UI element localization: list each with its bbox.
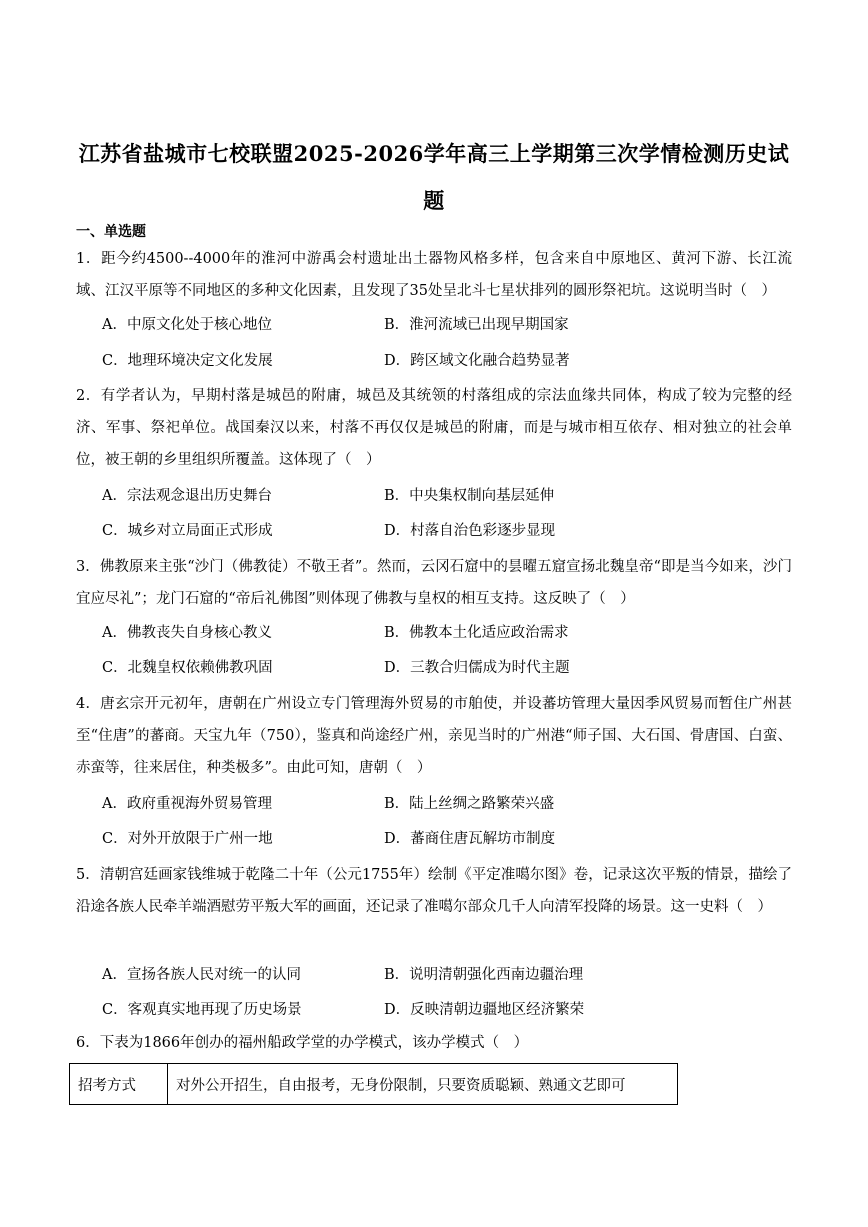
question-1-option-d: D．跨区域文化融合趋势显著 (384, 353, 570, 369)
table-cell-value: 对外公开招生，自由报考，无身份限制，只要资质聪颖、熟通文艺即可 (168, 1064, 678, 1105)
question-4-stem: 4．唐玄宗开元初年，唐朝在广州设立专门管理海外贸易的市舶使，并设蕃坊管理大量因季风贸易而暂住广州甚至“住唐”的蕃商。天宝九年（750），鉴真和尚途经广州，亲见当时的广州港“师子国、大石国、骨唐国、白蛮、赤蛮等，往来居住，种类极多”。由此可知，唐朝（ ） (76, 696, 792, 776)
question-4-option-d: D．蕃商住唐瓦解坊市制度 (384, 831, 556, 847)
document-title-line-2: 题 (423, 188, 445, 213)
question-3-option-b: B．佛教本土化适应政治需求 (384, 625, 569, 641)
question-4-option-a: A．政府重视海外贸易管理 (102, 796, 272, 812)
question-1-option-c: C．地理环境决定文化发展 (102, 353, 273, 369)
question-2-option-b: B．中央集权制向基层延伸 (384, 488, 555, 504)
question-2-option-c: C．城乡对立局面正式形成 (102, 523, 273, 539)
question-5-stem: 5．清朝宫廷画家钱维城于乾隆二十年（公元1755年）绘制《平定准噶尔图》卷，记录这次平叛的情景，描绘了沿途各族人民牵羊端酒慰劳平叛大军的画面，还记录了准噶尔部众几千人向清军投降的场景。这一史料（ ） (76, 867, 792, 915)
question-3-option-c: C．北魏皇权依赖佛教巩固 (102, 660, 273, 676)
question-2-option-d: D．村落自治色彩逐步显现 (384, 523, 556, 539)
question-6-stem: 6．下表为1866年创办的福州船政学堂的办学模式，该办学模式（ ） (76, 1035, 529, 1051)
table-row (70, 1064, 678, 1105)
table-cell-key: 招考方式 (70, 1064, 168, 1105)
question-5-option-a: A．宣扬各族人民对统一的认同 (102, 967, 301, 983)
question-3-stem: 3．佛教原来主张“沙门（佛教徒）不敬王者”。然而，云冈石窟中的昙曜五窟宣扬北魏皇帝“即是当今如来，沙门宜应尽礼”；龙门石窟的“帝后礼佛图”则体现了佛教与皇权的相互支持。这反映了（ ） (76, 559, 792, 607)
question-5-option-d: D．反映清朝边疆地区经济繁荣 (384, 1002, 585, 1018)
question-3-option-a: A．佛教丧失自身核心教义 (102, 625, 272, 641)
section-heading: 一、单选题 (76, 224, 146, 240)
question-5-option-b: B．说明清朝强化西南边疆治理 (384, 967, 584, 983)
document-title-line-1: 江苏省盐城市七校联盟2025-2026学年高三上学期第三次学情检测历史试 (78, 141, 790, 166)
question-4-option-c: C．对外开放限于广州一地 (102, 831, 273, 847)
school-mode-table (69, 1063, 678, 1105)
question-1-option-a: A．中原文化处于核心地位 (102, 317, 272, 333)
question-4-option-b: B．陆上丝绸之路繁荣兴盛 (384, 796, 555, 812)
question-2-option-a: A．宗法观念退出历史舞台 (102, 488, 272, 504)
question-1-stem: 1．距今约4500--4000年的淮河中游禹会村遗址出土器物风格多样，包含来自中原地区、黄河下游、长江流域、江汉平原等不同地区的多种文化因素，且发现了35处呈北斗七星状排列的圆形祭祀坑。这说明当时（ ） (76, 251, 792, 299)
question-3-option-d: D．三教合归儒成为时代主题 (384, 660, 570, 676)
question-1-option-b: B．淮河流域已出现早期国家 (384, 317, 569, 333)
question-2-stem: 2．有学者认为，早期村落是城邑的附庸，城邑及其统领的村落组成的宗法血缘共同体，构成了较为完整的经济、军事、祭祀单位。战国秦汉以来，村落不再仅仅是城邑的附庸，而是与城市相互依存、相对独立的社会单位，被王朝的乡里组织所覆盖。这体现了（ ） (76, 388, 792, 468)
question-5-option-c: C．客观真实地再现了历史场景 (102, 1002, 302, 1018)
